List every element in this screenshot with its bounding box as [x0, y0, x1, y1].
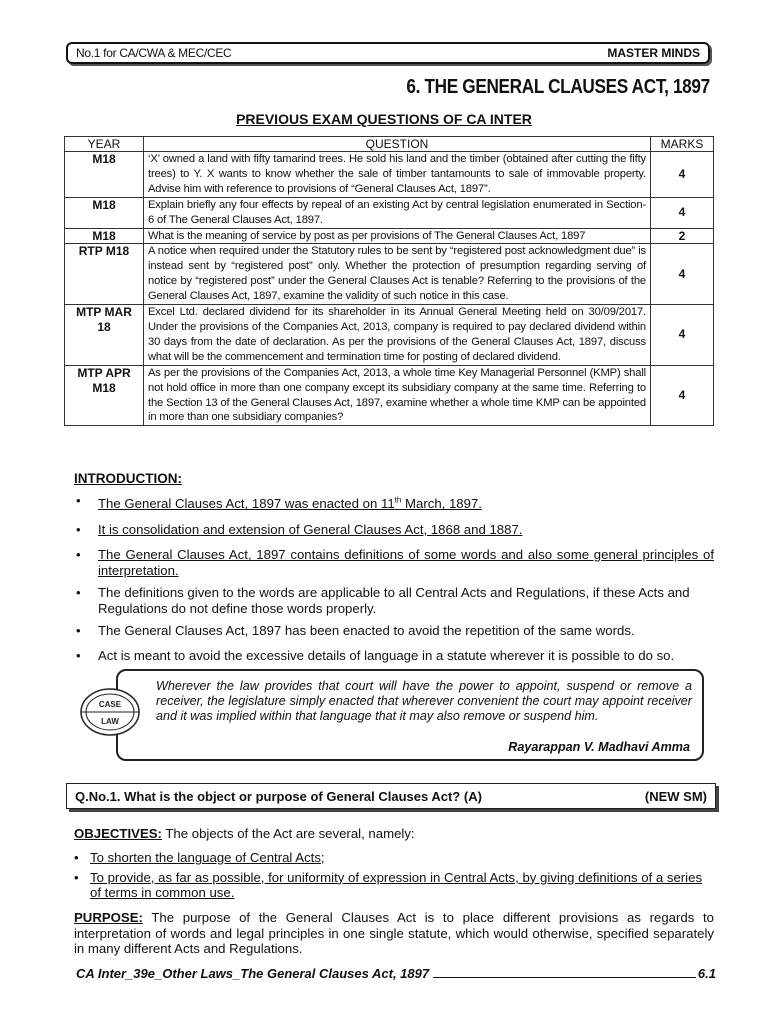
- page-number: 6.1: [697, 966, 716, 981]
- case-law-author: Rayarappan V. Madhavi Amma: [508, 740, 690, 754]
- cell-question: Explain briefly any four effects by repeal of an existing Act by central legislation enumerated in Section-6 of The General Clauses Act, 1897.: [144, 197, 651, 228]
- cell-question: What is the meaning of service by post as per provisions of The General Clauses Act, 1897: [144, 228, 651, 244]
- badge-text-top: CASE: [98, 700, 122, 709]
- footer-text: CA Inter_39e_Other Laws_The General Clauses Act, 1897: [76, 966, 430, 981]
- objectives-label: OBJECTIVES:: [74, 826, 162, 841]
- cell-year: RTP M18: [65, 244, 144, 305]
- cell-marks: 4: [651, 244, 714, 305]
- introduction-heading: INTRODUCTION:: [74, 471, 182, 486]
- purpose-label: PURPOSE:: [74, 910, 143, 925]
- cell-year: M18: [65, 197, 144, 228]
- list-item: [74, 493, 714, 512]
- intro-item-5: The General Clauses Act, 1897 has been enacted to avoid the repetition of the same words.: [98, 623, 635, 639]
- intro-item-1: The General Clauses Act, 1897 was enacted on 11th March, 1897.: [98, 496, 482, 512]
- list-item: [74, 585, 714, 616]
- cell-year: MTP APR M18: [65, 365, 144, 426]
- introduction-list: [74, 493, 714, 663]
- objective-item-2: To provide, as far as possible, for uniformity of expression in Central Acts, by giving definitions of a series of terms in common use.: [90, 869, 703, 900]
- col-header-year: YEAR: [65, 137, 144, 152]
- table-row: [65, 244, 714, 305]
- question-box: [66, 783, 716, 809]
- intro-item-6: Act is meant to avoid the excessive details of language in a statute wherever it is possible to do so.: [98, 647, 675, 663]
- cell-question: Excel Ltd. declared dividend for its shareholder in its Annual General Meeting held on 30/09/2017. Under the provisions of the Companies Act, 2013, company is required to pay declared dividend within 30 days from the date of declaration. As per the provisions of the General Clauses Act, 1897, discuss what will be the commencement and termination time for posting of declared dividend.: [144, 305, 651, 366]
- list-item: [74, 870, 714, 901]
- section-subtitle: PREVIOUS EXAM QUESTIONS OF CA INTER: [236, 111, 532, 127]
- table-row: [65, 152, 714, 198]
- cell-year: M18: [65, 228, 144, 244]
- badge-text-bottom: LAW: [101, 717, 119, 726]
- cell-year: M18: [65, 152, 144, 198]
- cell-marks: 4: [651, 365, 714, 426]
- cell-question: A notice when required under the Statutory rules to be sent by “registered post acknowledgment due” is instead sent by “registered post” only. Whether the protection of presumption regarding serving of notice by “registered post” under the General Clauses Act is tenable? Referring to the provisions of the General Clauses Act, 1897, examine the validity of such notice in this case.: [144, 244, 651, 305]
- page-footer: [76, 966, 716, 981]
- objectives-line: [74, 826, 714, 842]
- list-item: [74, 547, 714, 578]
- case-law-quote: Wherever the law provides that court will have the power to appoint, suspend or remove a receiver, the legislature simply enacted that wherever convenient the court may appoint receiver and it was implied within that language that it may also remove or suspend him.: [156, 679, 692, 724]
- header-right-text: MASTER MINDS: [607, 46, 700, 60]
- page-header: [66, 42, 710, 64]
- purpose-paragraph: [74, 910, 714, 957]
- purpose-text: The purpose of the General Clauses Act is to place different provisions as regards to interpretation of words and legal principles in one single statute, which would otherwise, specified separately in many different Acts and Regulations.: [74, 910, 714, 956]
- cell-question: As per the provisions of the Companies Act, 2013, a whole time Key Managerial Personnel (KMP) shall not hold office in more than one company except its subsidiary company at the same time. Referring to the Section 13 of the General Clauses Act, 1897, examine whether a whole time KMP can be appointed in more than one subsidiary companies?: [144, 365, 651, 426]
- col-header-question: QUESTION: [144, 137, 651, 152]
- intro-item-2: It is consolidation and extension of General Clauses Act, 1868 and 1887.: [98, 521, 523, 537]
- case-law-box: [116, 669, 704, 761]
- objectives-intro: The objects of the Act are several, namely:: [161, 826, 415, 841]
- footer-rule: [433, 966, 696, 978]
- chapter-title: 6. THE GENERAL CLAUSES ACT, 1897: [406, 76, 710, 98]
- cell-marks: 4: [651, 152, 714, 198]
- list-item: [74, 623, 714, 639]
- cell-question: ‘X’ owned a land with fifty tamarind trees. He sold his land and the timber (obtained after cutting the fifty trees) to Y. X wants to know whether the sale of timber tantamounts to sale of immovable property. Advise him with reference to provisions of “General Clauses Act, 1897”.: [144, 152, 651, 198]
- header-left-text: No.1 for CA/CWA & MEC/CEC: [76, 46, 232, 60]
- question-tag: (NEW SM): [644, 788, 707, 804]
- cell-marks: 4: [651, 197, 714, 228]
- col-header-marks: MARKS: [651, 137, 714, 152]
- cell-marks: 4: [651, 305, 714, 366]
- objective-item-1: To shorten the language of Central Acts;: [90, 850, 325, 865]
- table-row: [65, 197, 714, 228]
- case-law-badge-icon: [78, 686, 142, 738]
- question-text: Q.No.1. What is the object or purpose of General Clauses Act? (A): [75, 788, 482, 804]
- table-row: [65, 228, 714, 244]
- exam-questions-table: [64, 136, 714, 426]
- intro-item-4: The definitions given to the words are applicable to all Central Acts and Regulations, if these Acts and Regulations do not define those words properly.: [98, 585, 690, 616]
- list-item: [74, 850, 714, 866]
- intro-item-3: The General Clauses Act, 1897 contains definitions of some words and also some general principles of interpretation.: [98, 547, 714, 578]
- cell-year: MTP MAR 18: [65, 305, 144, 366]
- table-row: [65, 305, 714, 366]
- objectives-list: [74, 850, 714, 905]
- list-item: [74, 648, 714, 664]
- table-header-row: [65, 137, 714, 152]
- list-item: [74, 522, 714, 538]
- table-row: [65, 365, 714, 426]
- cell-marks: 2: [651, 228, 714, 244]
